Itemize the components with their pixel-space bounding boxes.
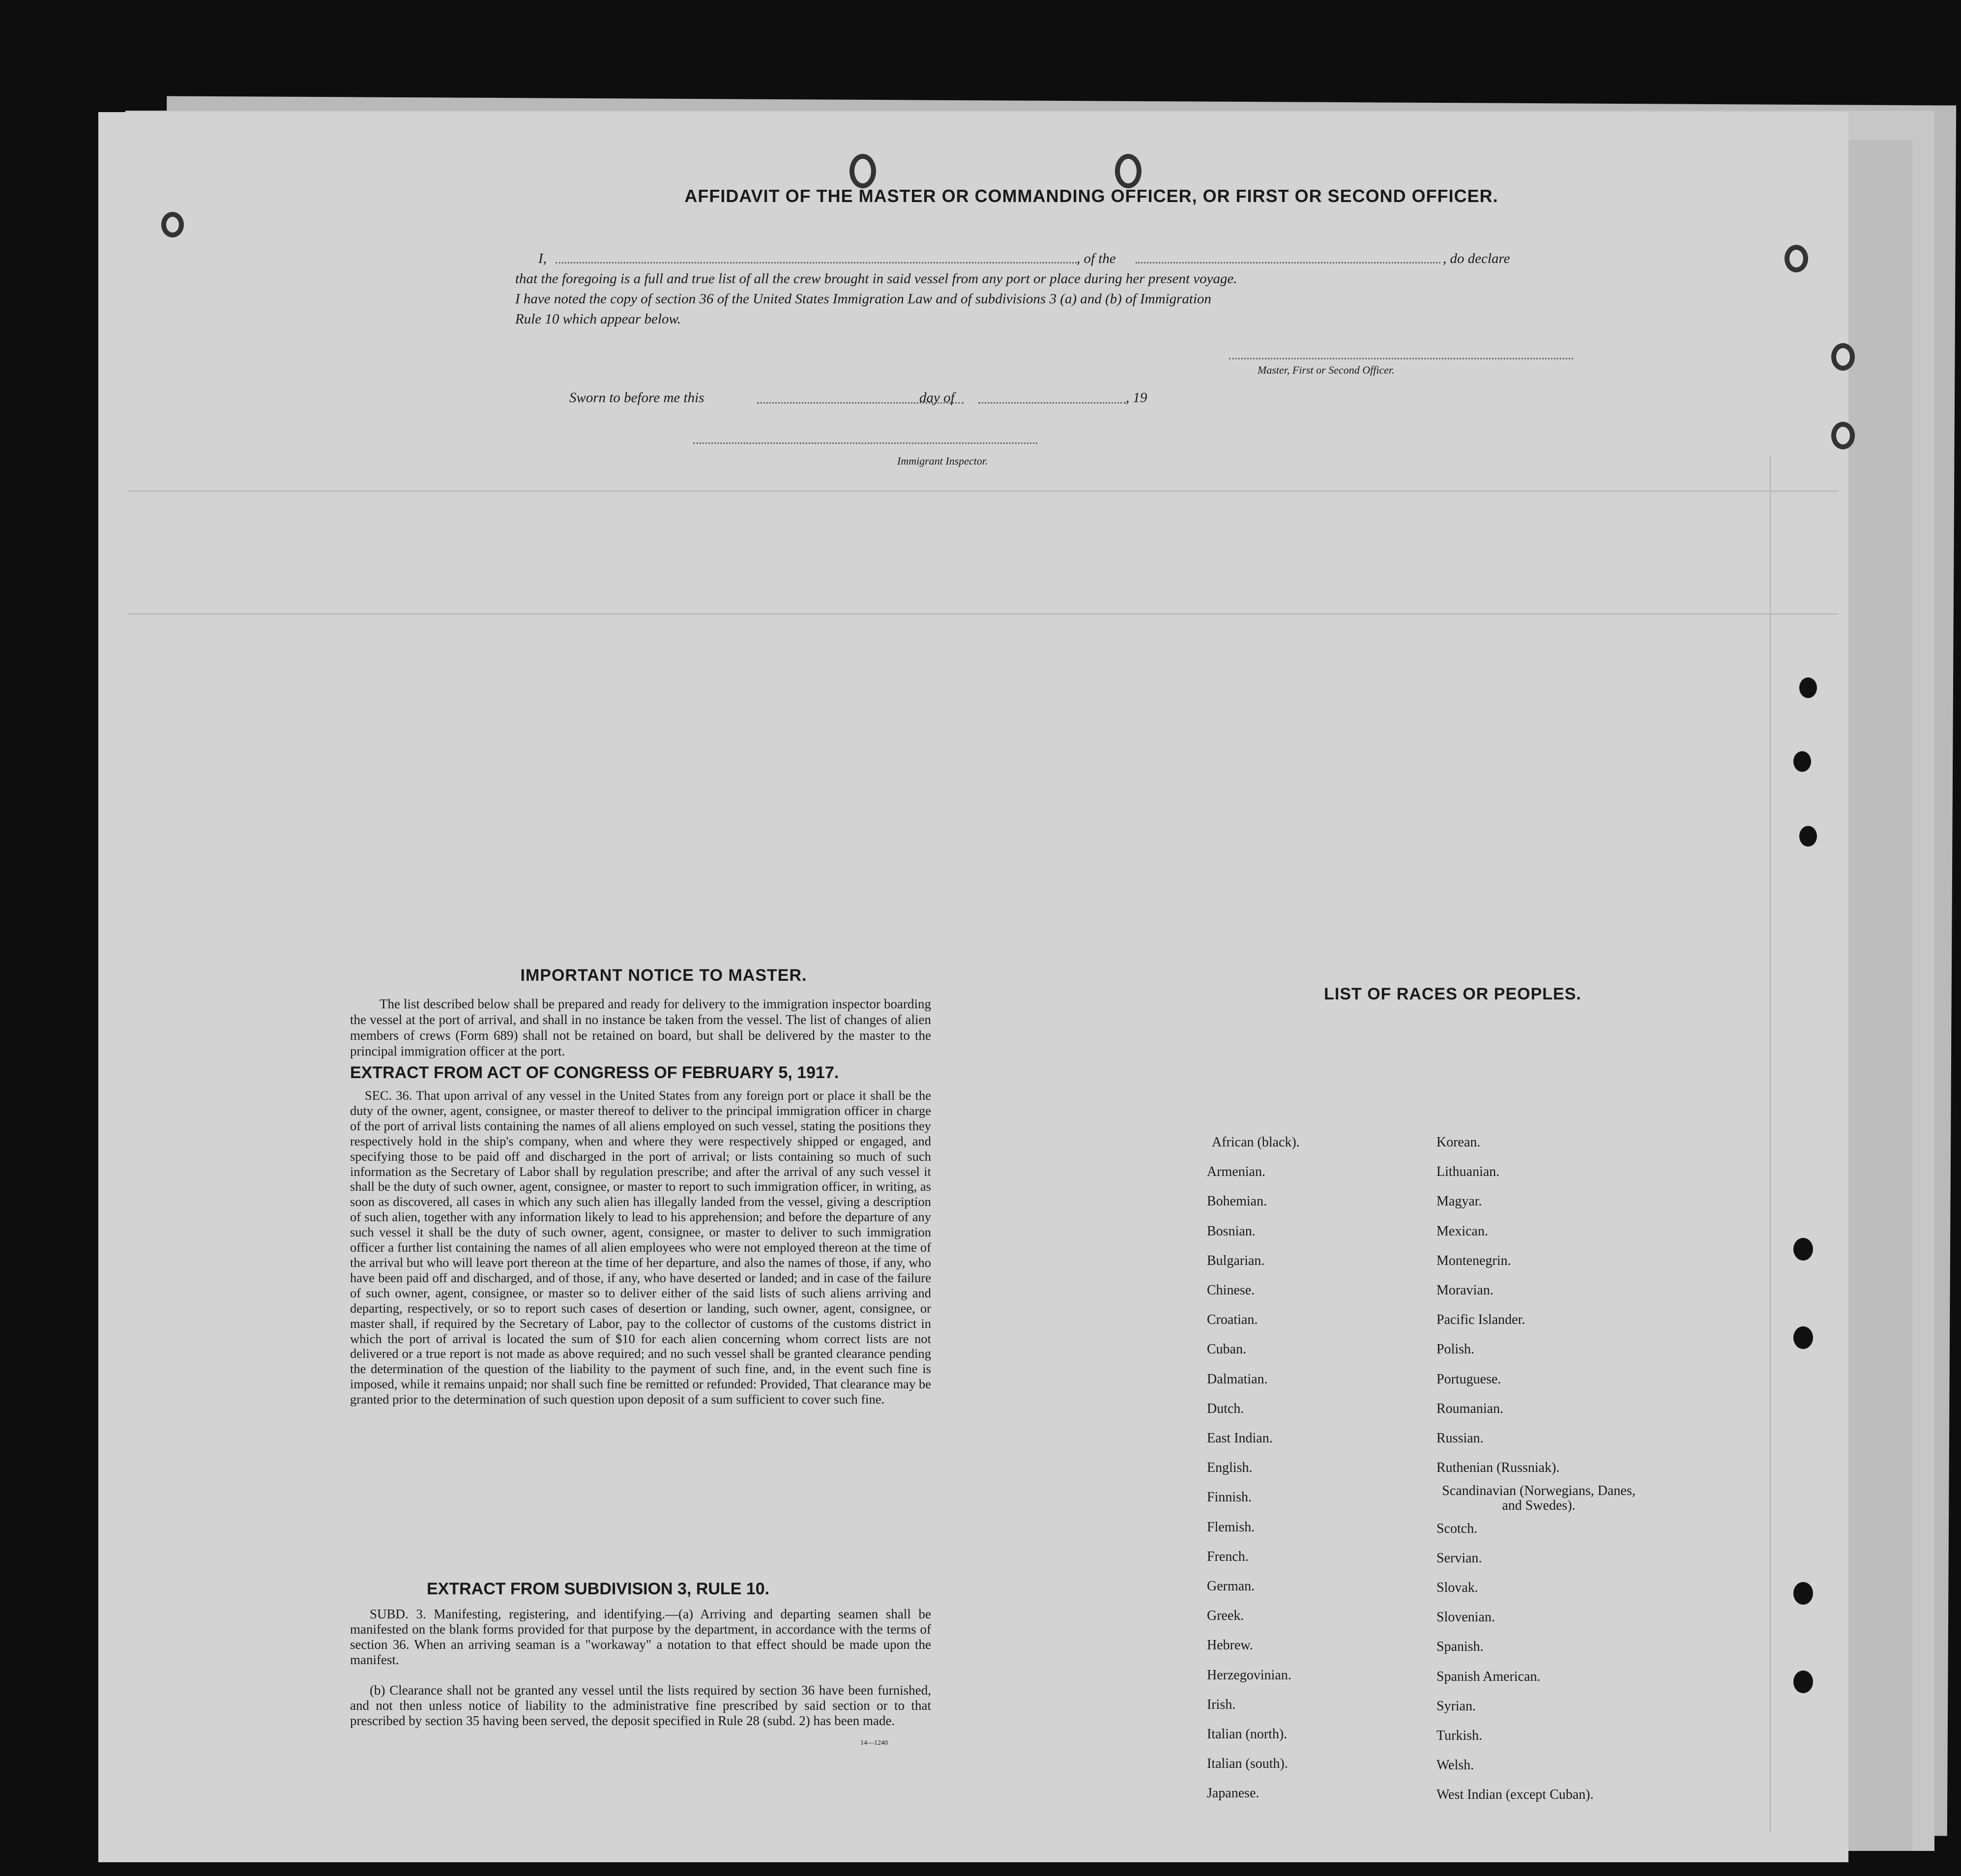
race-item: Cuban. (1207, 1342, 1247, 1357)
affidavit-title: AFFIDAVIT OF THE MASTER OR COMMANDING OFFICER, OR FIRST OR SECOND OFFICER. (684, 186, 1498, 206)
bleed-rule (128, 491, 1839, 492)
race-item: Slovenian. (1436, 1610, 1495, 1625)
extract-rule-title: EXTRACT FROM SUBDIVISION 3, RULE 10. (427, 1580, 770, 1598)
extract-act-title: EXTRACT FROM ACT OF CONGRESS OF FEBRUARY 5, 1917. (350, 1063, 839, 1082)
race-item: Scotch. (1436, 1521, 1478, 1536)
race-item: French. (1207, 1549, 1249, 1564)
affidavit-line3: I have noted the copy of section 36 of the United States Immigration Law and of subdivisions 3 (a) and (b) of Immigration (515, 291, 1212, 307)
race-item: Korean. (1436, 1135, 1481, 1150)
day-of-text: day of (919, 390, 955, 406)
race-item: West Indian (except Cuban). (1436, 1787, 1594, 1803)
race-item: Hebrew. (1207, 1638, 1253, 1653)
race-item: Ruthenian (Russniak). (1436, 1460, 1560, 1476)
race-item: Pacific Islander. (1436, 1312, 1525, 1328)
race-item: East Indian. (1207, 1431, 1273, 1446)
punch-hole (1793, 1326, 1813, 1349)
race-item: Scandinavian (Norwegians, Danes, and Swedes). (1442, 1483, 1636, 1514)
race-item: Slovak. (1436, 1580, 1478, 1595)
race-item: German. (1207, 1579, 1255, 1594)
inspector-signature-line (693, 442, 1037, 444)
notice-title: IMPORTANT NOTICE TO MASTER. (520, 966, 807, 985)
race-item: Japanese. (1207, 1786, 1259, 1801)
punch-hole (1799, 677, 1817, 698)
race-item: Herzegovinian. (1207, 1667, 1291, 1683)
race-item: Russian. (1436, 1431, 1484, 1446)
bleed-rule (128, 614, 1839, 615)
notice-text: The list described below shall be prepared and ready for delivery to the immigration inspector boarding the vessel at the port of arrival, and shall in no instance be taken from the vessel. The list of changes of alien members of crews (Form 689) shall not be retained on board, but shall be delivered by the master to the principal immigration officer at the port. (350, 997, 931, 1058)
race-item: Moravian. (1436, 1283, 1493, 1298)
race-item: Mexican. (1436, 1223, 1488, 1239)
affidavit-line2: that the foregoing is a full and true list of all the crew brought in said vessel from any port or place during her present voyage. (515, 271, 1237, 287)
race-item: Servian. (1436, 1550, 1482, 1566)
race-item: Flemish. (1207, 1519, 1255, 1535)
punch-hole (1793, 1582, 1813, 1605)
punch-hole (1831, 343, 1855, 371)
master-signature-line (1229, 358, 1573, 359)
race-item: Portuguese. (1436, 1371, 1501, 1387)
race-item: Lithuanian. (1436, 1164, 1500, 1180)
extract-act-text: SEC. 36. That upon arrival of any vessel in the United States from any foreign port or place it shall be the duty of the owner, agent, consignee, or master thereof to deliver to the principal immigration officer in charge of the port of arrival lists containing the names of all aliens employed on such vessel, stating the positions they respectively hold in the ship's company, when and where they were respectively shipped or engaged, and specifying those to be paid off and discharged in the port of arrival; or lists containing so much of such information as the Secretary of Labor shall by regulation prescribe; and after the arrival of any such vessel it shall be the duty of such owner, agent, consignee, or master to report to such immigration officer, in writing, as soon as discovered, all cases in which any such alien has illegally landed from the vessel, giving a description of such alien, together with any information likely to lead to his apprehension; and before the departure of any such vessel it shall be the duty of such owner, agent, consignee, or master to deliver to such immigration officer a further list containing the names of all alien employees who were not employed thereon at the time of the arrival but who will leave port thereon at the time of her departure, and also the names of those, if any, who have been paid off and discharged, and of those, if any, who have deserted or landed; and in case of the failure of such owner, agent, consignee, or master so to deliver either of the said lists of such aliens arriving and departing, respectively, or so to report such cases of desertion or landing, such owner, agent, consignee, or master shall, if required by the Secretary of Labor, pay to the collector of customs of the customs district in which the port of arrival is located the sum of $10 for each alien concerning whom correct lists are not delivered or a true report is not made as above required; and no such vessel shall be granted clearance pending the determination of the question of the liability to the payment of such fine, and, in the event such fine is imposed, while it remains unpaid; nor shall such fine be remitted or refunded: Provided, That clearance may be granted prior to the determination of such question upon deposit of a sum sufficient to cover such fine. (350, 1088, 931, 1407)
race-item: Croatian. (1207, 1312, 1258, 1328)
year-text: , 19 (1126, 390, 1147, 406)
affidavit-declare: , do declare (1443, 251, 1510, 266)
punch-hole (1785, 245, 1808, 272)
race-item: African (black). (1212, 1135, 1300, 1150)
race-item: Italian (south). (1207, 1756, 1288, 1772)
punch-hole (1831, 422, 1855, 449)
race-item: Dalmatian. (1207, 1371, 1268, 1387)
race-item: Bosnian. (1207, 1223, 1256, 1239)
race-item: Spanish American. (1436, 1669, 1541, 1684)
race-item: Irish. (1207, 1697, 1236, 1712)
race-item: Armenian. (1207, 1164, 1265, 1180)
document-page (98, 112, 1848, 1862)
name-field-line (556, 262, 1077, 264)
race-item: Syrian. (1436, 1698, 1476, 1714)
affidavit-i: I, (538, 251, 547, 266)
form-number: 14—1240 (860, 1739, 888, 1747)
bleed-rule (1770, 456, 1771, 1833)
punch-hole (1793, 1238, 1813, 1260)
punch-hole (849, 154, 876, 188)
punch-hole (1793, 751, 1811, 772)
race-item: Welsh. (1436, 1758, 1474, 1773)
affidavit-of-the: , of the (1077, 251, 1116, 266)
race-item: Bohemian. (1207, 1194, 1267, 1209)
race-item: Magyar. (1436, 1194, 1482, 1209)
vessel-field-line (1136, 262, 1440, 264)
extract-rule-text-b: (b) Clearance shall not be granted any vessel until the lists required by section 36 have been furnished, and not then unless notice of liability to the administrative fine prescribed by said section or to that prescribed by section 35 having been served, the deposit specified in Rule 28 (subd. 2) has been made. (350, 1683, 931, 1728)
race-item: Dutch. (1207, 1401, 1244, 1416)
race-item: Polish. (1436, 1342, 1475, 1357)
punch-hole (1799, 826, 1817, 847)
race-item: English. (1207, 1460, 1253, 1476)
punch-hole (1793, 1671, 1813, 1693)
race-item: Spanish. (1436, 1639, 1484, 1655)
punch-hole (161, 212, 184, 237)
race-item: Montenegrin. (1436, 1253, 1511, 1268)
master-signature-label: Master, First or Second Officer. (1258, 364, 1395, 376)
race-item: Finnish. (1207, 1490, 1252, 1505)
sworn-text: Sworn to before me this (569, 390, 704, 406)
race-item: Italian (north). (1207, 1727, 1288, 1742)
extract-rule-text-a: SUBD. 3. Manifesting, registering, and identifying.—(a) Arriving and departing seamen shall be manifested on the blank forms provided for that purpose by the department, in accordance with the terms of section 36. When an arriving seaman is a "workaway" a notation to that effect should be made upon the manifest. (350, 1607, 931, 1667)
punch-hole (1115, 154, 1141, 188)
races-title: LIST OF RACES OR PEOPLES. (1324, 985, 1581, 1003)
affidavit-line4: Rule 10 which appear below. (515, 311, 681, 327)
race-item: Roumanian. (1436, 1401, 1504, 1416)
inspector-signature-label: Immigrant Inspector. (897, 455, 988, 467)
month-field-line (978, 402, 1126, 404)
race-item: Greek. (1207, 1608, 1244, 1624)
race-item: Turkish. (1436, 1728, 1483, 1743)
race-item: Chinese. (1207, 1283, 1255, 1298)
race-item: Bulgarian. (1207, 1253, 1265, 1268)
